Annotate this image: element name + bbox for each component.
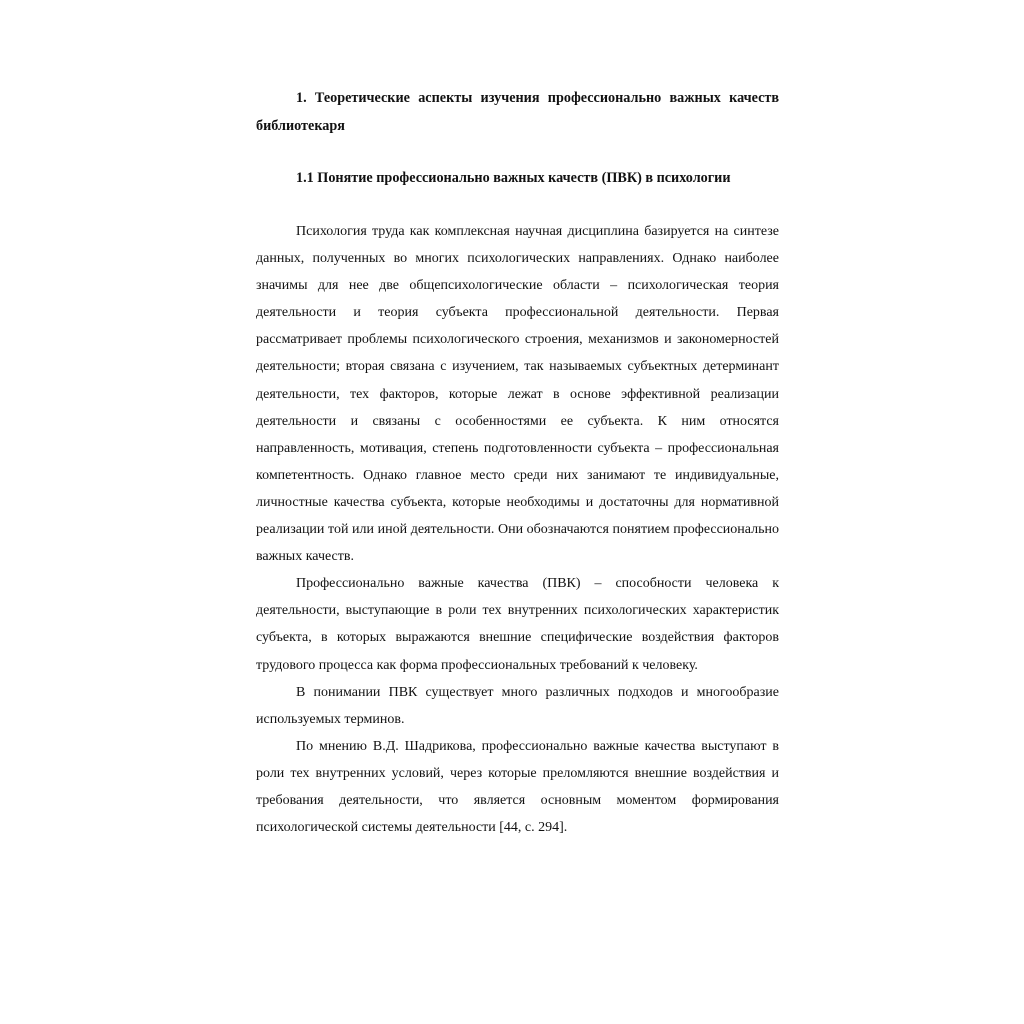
paragraph: Психология труда как комплексная научная дисциплина базируется на синтезе данных, полученных во многих психологических направлениях. Однако наиболее значимы для нее две общепсихологические области – психологическая теория деятельности и теория субъекта профессиональной деятельности. Первая рассматривает проблемы психологического строения, механизмов и закономерностей деятельности; вторая связана с изучением, так называемых субъектных детерминант деятельности, тех факторов, которые лежат в основе эффективной реализации деятельности и связаны с особенностями ее субъекта. К ним относятся направленность, мотивация, степень подготовленности субъекта – профессиональная компетентность. Однако главное место среди них занимают те индивидуальные, личностные качества субъекта, которые необходимы и достаточны для нормативной реализации той или иной деятельности. Они обозначаются понятием профессионально важных качеств. [256, 224, 779, 565]
body-text [256, 218, 779, 841]
paragraph: По мнению В.Д. Шадрикова, профессионально важные качества выступают в роли тех внутренних условий, через которые преломляются внешние воздействия и требования деятельности, что является основным моментом формирования психологической системы деятельности [44, с. 294]. [256, 738, 779, 836]
paragraph: В понимании ПВК существует много различных подходов и многообразие используемых терминов. [256, 684, 779, 727]
chapter-heading: 1. Теоретические аспекты изучения профессионально важных качеств библиотекаря [256, 90, 779, 134]
paragraph: Профессионально важные качества (ПВК) – способности человека к деятельности, выступающие в роли тех внутренних психологических характеристик субъекта, в которых выражаются внешние специфические воздействия факторов трудового процесса как форма профессиональных требований к человеку. [256, 576, 779, 673]
document-page [256, 84, 779, 841]
section-heading: 1.1 Понятие профессионально важных качеств (ПВК) в психологии [296, 170, 731, 186]
